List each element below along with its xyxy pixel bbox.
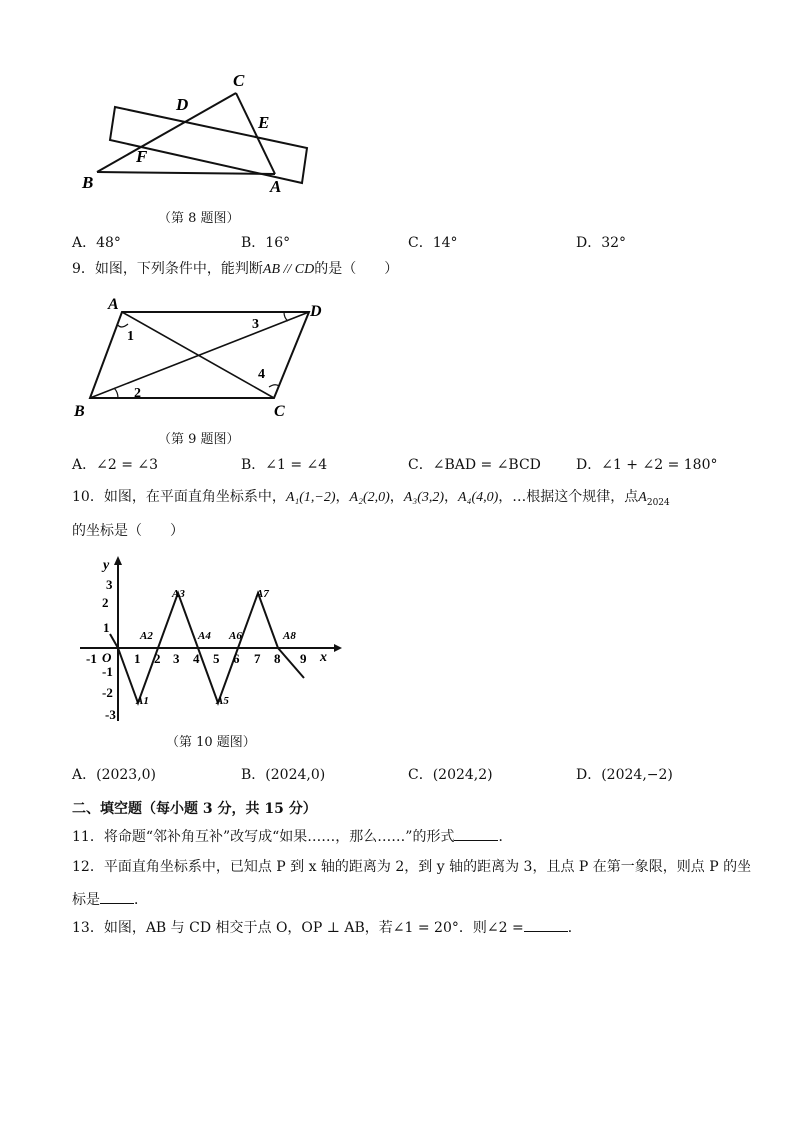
q8-option-a: A．48° [72,235,121,251]
q10-x-tick: 2 [154,651,161,666]
q8-option-c: C．14° [408,235,458,251]
q10-x-tick: 8 [274,651,281,666]
q10-x-axis-label: x [320,650,327,665]
q9-option-a: A．∠2 = ∠3 [72,457,159,473]
q10-x-tick: 6 [233,651,240,666]
q9-angle-mark-4 [269,385,279,387]
q10-y-tick: -2 [102,685,113,700]
q8-label-d: D [176,95,189,114]
q10-point-2: A₂(2,0) [349,490,390,505]
q10-point-label: A3 [172,588,185,600]
section-heading: 二、填空题（每小题 3 分，共 15 分） [72,801,317,817]
q9-label-c: C [274,403,285,420]
q11-end: ． [498,829,513,845]
q9-angle-label-2: 2 [134,386,141,401]
q13-stem [72,917,582,938]
q9-angle-label-3: 3 [252,317,259,332]
q9-stem-suffix: 的是（ ） [314,261,399,277]
q10-target-point: A [638,490,647,505]
q10-x-tick: 5 [213,651,220,666]
q10-option-a: A．(2023,0) [72,767,157,783]
q13-end: ． [567,920,582,936]
q10-y-tick: 2 [102,595,109,610]
q11-answer-blank[interactable] [454,826,498,841]
q9-option-c: C．∠BAD = ∠BCD [408,457,541,473]
q9-angle-label-4: 4 [258,367,265,382]
q10-point-label: A7 [256,588,269,600]
q9-option-b: B．∠1 = ∠4 [241,457,328,473]
q11-stem [72,826,512,847]
q9-figure [72,290,342,425]
q10-x-tick: 3 [173,651,180,666]
q8-line-bc [97,93,236,172]
q10-stem-line1: 10．如图，在平面直角坐标系中，A₁(1,−2)，A₂(2,0)，A₃(3,2)，A₄(4,0)，…根据这个规律，点$A_{2024}$ [72,489,670,508]
q10-option-c: C．(2024,2) [408,767,493,783]
q9-label-b: B [74,403,85,420]
q9-caption: （第 9 题图） [158,432,240,447]
q9-angle-mark-1 [117,324,128,327]
q10-stem-line2: 的坐标是（ ） [72,523,184,539]
q10-point-1: A₁(1,−2) [285,490,336,505]
q9-option-d: D．∠1 + ∠2 = 180° [576,457,718,473]
q8-line-ba [97,172,275,174]
q10-target-sub: 2024 [646,497,670,508]
q10-x-tick: 1 [134,651,141,666]
q10-x-tick: 4 [193,651,200,666]
q8-option-b: B．16° [241,235,291,251]
q10-y-tick: -1 [102,664,113,679]
q12-text: 标是 [72,892,100,908]
q10-x-tick: 7 [254,651,261,666]
q10-point-label: A4 [198,630,211,642]
q10-point-label: A2 [140,630,153,642]
q10-point-4: A₄(4,0) [458,490,499,505]
q8-label-b: B [82,173,94,192]
q9-stem-prefix: 9．如图，下列条件中，能判断 [72,261,263,277]
q10-option-b: B．(2024,0) [241,767,326,783]
q10-y-arrow [114,556,122,565]
q10-point-label: A6 [229,630,242,642]
q8-label-e: E [258,113,270,132]
q12-stem-line1: 12．平面直角坐标系中，已知点 P 到 x 轴的距离为 2，到 y 轴的距离为 3，且点 P 在第一象限，则点 P 的坐 [72,859,752,875]
q10-y-tick: 3 [106,577,113,592]
q12-answer-blank[interactable] [100,889,134,904]
q9-label-a: A [108,296,119,313]
q10-option-d: D．(2024,−2) [576,767,673,783]
q8-label-a: A [270,177,282,196]
q8-label-c: C [233,71,245,90]
q9-stem-math: AB // CD [262,262,315,277]
q10-y-axis-label: y [103,558,110,573]
q10-x-arrow [334,644,342,652]
q11-text: 11．将命题“邻补角互补”改写成“如果……，那么……”的形式 [72,829,455,845]
q13-text: 13．如图，AB 与 CD 相交于点 O，OP ⊥ AB，若∠1 = 20°．则∠2 = [72,920,524,936]
q10-y-tick: 1 [103,620,110,635]
q12-stem-line2 [72,889,148,910]
q12-end: ． [134,892,148,908]
q8-figure [70,62,320,197]
q9-label-d: D [310,303,322,320]
q10-x-tick: -1 [86,651,97,666]
q10-stem-mid: ，…根据这个规律，点 [498,489,639,505]
q8-label-f: F [136,147,148,166]
q10-origin-label: O [102,650,112,665]
q10-caption: （第 10 题图） [166,735,256,750]
q8-caption: （第 8 题图） [158,211,240,226]
q9-stem [72,259,398,280]
q10-stem-prefix: 10．如图，在平面直角坐标系中， [72,489,286,505]
q9-angle-label-1: 1 [127,329,134,344]
q10-figure [72,551,342,726]
q10-x-tick: 9 [300,651,307,666]
q10-point-label: A1 [136,695,149,707]
q9-angle-mark-2 [114,388,118,398]
q10-point-label: A8 [283,630,296,642]
q10-point-label: A5 [216,695,229,707]
q8-option-d: D．32° [576,235,627,251]
q13-answer-blank[interactable] [524,917,568,932]
q10-y-tick: -3 [105,707,116,722]
q10-point-3: A₃(3,2) [403,490,445,505]
